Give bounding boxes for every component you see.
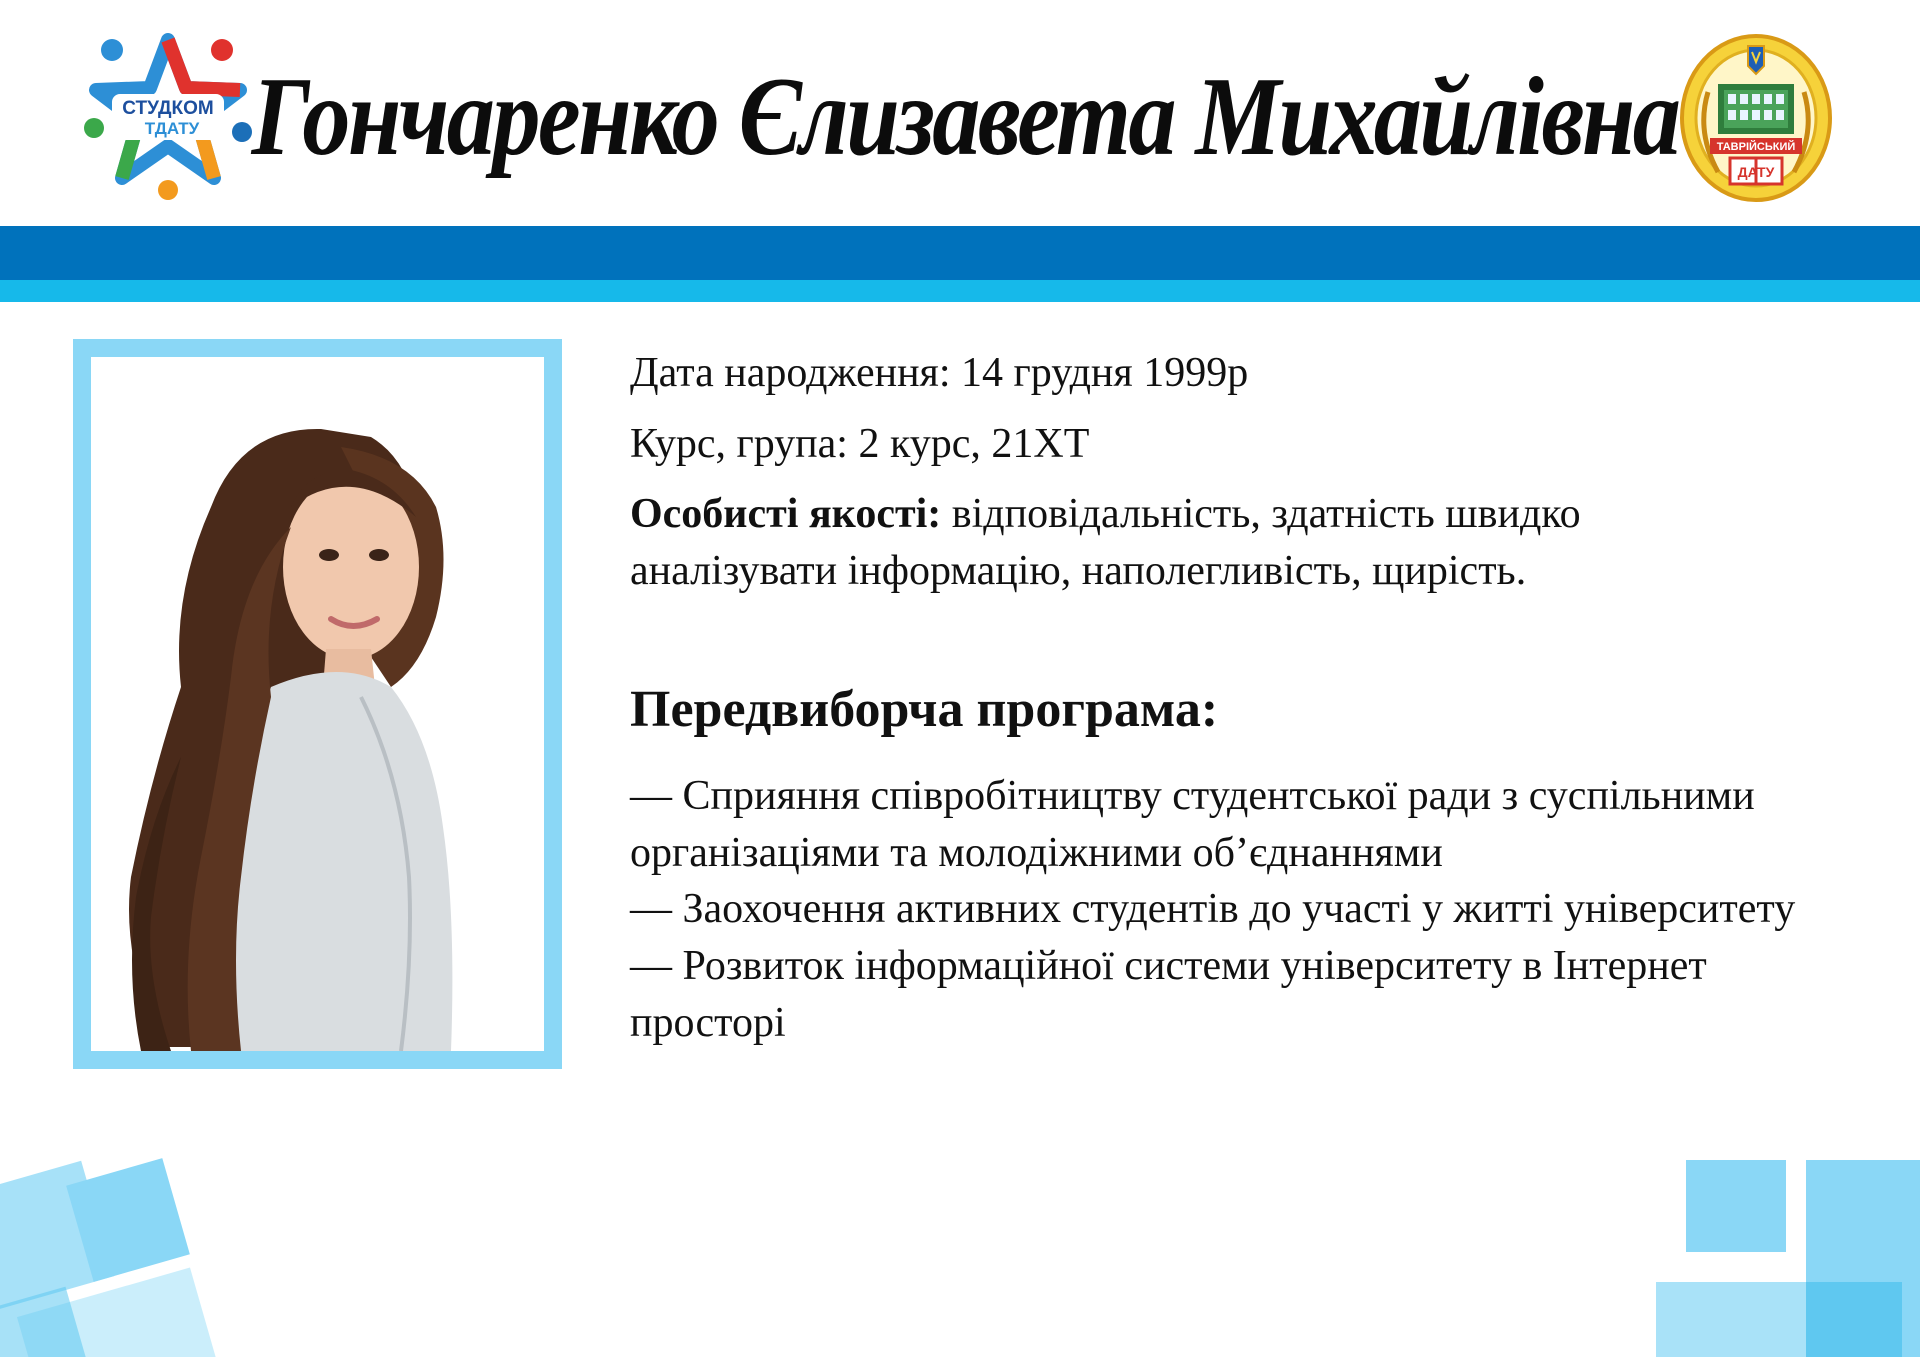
- qualities-label: Особисті якості:: [630, 491, 942, 538]
- emblem-line1: ТАВРІЙСЬКИЙ: [1716, 141, 1796, 153]
- program-heading: Передвиборча програма:: [630, 681, 1219, 738]
- emblem-line2: ДАТУ: [1737, 164, 1775, 180]
- portrait-image: [91, 357, 544, 1051]
- candidate-name-title: Гончаренко Єлизавета Михайлівна: [251, 54, 1679, 179]
- university-emblem: [1678, 32, 1834, 204]
- course-group: Курс, група: 2 курс, 21ХТ: [630, 420, 1090, 467]
- qualities-text: відповідальність, здатність швидко аналізувати інформацію, наполегливість, щирість.: [630, 491, 1581, 595]
- candidate-info: [630, 345, 1830, 600]
- program-item: — Заохочення активних студентів до участі у житті університету: [630, 886, 1796, 933]
- candidate-photo: [73, 339, 562, 1069]
- program-item: — Сприяння співробітництву студентської ради з суспільними організаціями та молодіжними об’єднаннями: [630, 773, 1755, 876]
- program-list: [630, 768, 1810, 1051]
- decor-square: [1656, 1282, 1806, 1357]
- personal-qualities: [630, 486, 1780, 599]
- university-emblem-icon: [1678, 32, 1834, 204]
- header-band-dark: [0, 226, 1920, 280]
- header-band-light: [0, 280, 1920, 302]
- program-item: — Розвиток інформаційної системи університету в Інтернет просторі: [630, 943, 1707, 1046]
- studkom-logo-line1: СТУДКОМ: [122, 98, 214, 119]
- studkom-logo: [82, 28, 254, 200]
- birth-date: Дата народження: 14 грудня 1999р: [630, 350, 1249, 396]
- decor-square: [1806, 1282, 1902, 1357]
- decor-square: [1686, 1160, 1786, 1252]
- studkom-logo-line2: ТДАТУ: [144, 119, 200, 138]
- studkom-star-icon: [82, 28, 254, 200]
